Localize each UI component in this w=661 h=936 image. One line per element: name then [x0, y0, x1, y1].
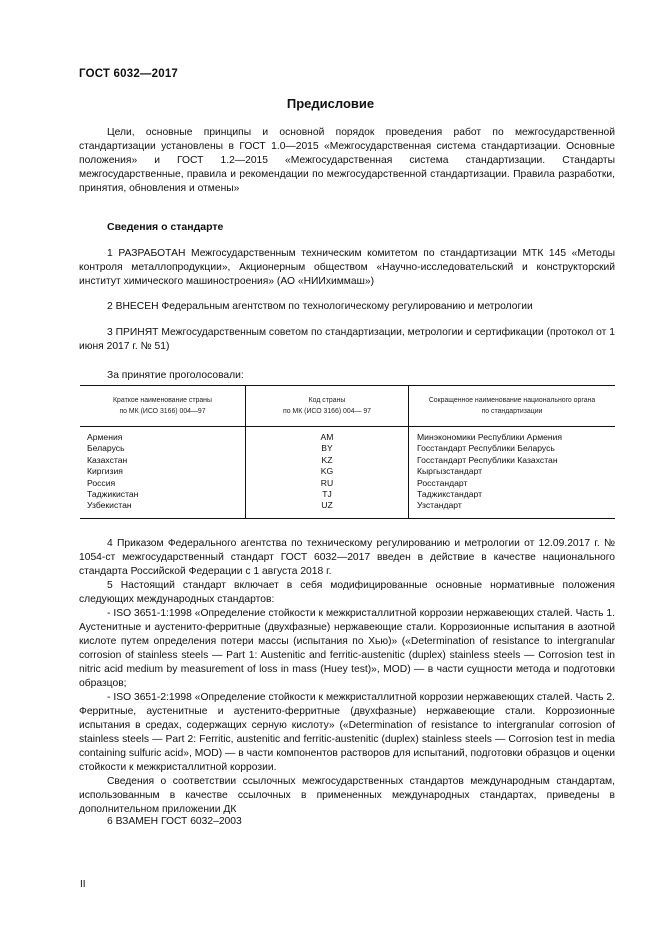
votes-intro-text: За принятие проголосовали:: [107, 370, 244, 381]
item-5-iso-1: - ISO 3651-1:1998 «Определение стойкости к межкристаллитной коррозии нержавеющих сталей. Часть 1. Аустенитные и аустенито-ферритные (двухфазные) нержавеющие стали. Коррозионные испытания в азотной кислоте путем определения потери массы (испытания по Хью)» («Determination of resistance to intergranular corrosion of stainless steels — Part 1: Austenitic and ferritic-austenitic (duplex) stainless steels — Corrosion test in nitric acid medium by measurement of loss in mass (Huey test)», MOD) — в части сущности метода и подготовки образцов;: [79, 608, 615, 689]
item-6-text: 6 ВЗАМЕН ГОСТ 6032–2003: [107, 816, 242, 827]
country-code: TJ: [322, 489, 332, 500]
country-name: Узбекистан: [87, 500, 132, 511]
country-code: KG: [320, 466, 334, 477]
item-5-refs: Сведения о соответствии ссылочных межгосударственных стандартов международным стандартам, использованным в качестве ссылочных в примененных международных стандартах, приведены в дополнительном приложении ДК: [79, 776, 615, 815]
table-body-row: [80, 427, 615, 519]
national-body: Госстандарт Республики Беларусь: [417, 443, 555, 454]
national-body: Росстандарт: [417, 477, 468, 488]
country-name: Армения: [87, 432, 123, 442]
header-national-body: Сокращенное наименование национального органа по стандартизации: [409, 386, 616, 427]
intro-paragraph: Цели, основные принципы и основной порядок проведения работ по межгосударственной стандартизации установлены в ГОСТ 1.0—2015 «Межгосударственная система стандартизации. Основные положения» и ГОСТ 1.2—2015 «Межгосударственная система стандартизации. Стандарты межгосударственные, правила и рекомендации по межгосударственной стандартизации. Правила разработки, принятия, обновления и отмены»: [79, 127, 615, 194]
country-names-cell: [80, 427, 246, 519]
country-code: KZ: [321, 454, 333, 465]
item-2: [79, 300, 615, 314]
votes-intro: [79, 369, 615, 383]
country-name: Беларусь: [87, 443, 125, 454]
table-header-row: [80, 386, 615, 427]
item-1-text: 1 РАЗРАБОТАН Межгосударственным техническим комитетом по стандартизации МТК 145 «Методы контроля металлопродукции», Акционерным обществом «Научно-исследовательский и конструкторский институт химического машиностроения» (АО «НИИхиммаш»): [79, 248, 615, 287]
page-title: Предисловие: [286, 96, 375, 111]
country-code: RU: [320, 477, 334, 488]
header-country-code: Код страны по МК (ИСО 3166) 004— 97: [246, 386, 409, 427]
document-header: ГОСТ 6032—2017: [79, 68, 179, 80]
country-code: BY: [321, 443, 333, 454]
country-codes-cell: [246, 427, 409, 519]
country-code: AM: [320, 432, 334, 442]
national-body: Кыргызстандарт: [417, 466, 483, 477]
items-4-5: [79, 537, 615, 817]
item-1: [79, 247, 615, 289]
country-name: Казахстан: [87, 454, 128, 465]
country-name: Россия: [87, 477, 116, 488]
national-bodies-cell: [409, 427, 616, 519]
votes-table: [80, 385, 615, 519]
section-heading: Сведения о стандарте: [107, 221, 224, 233]
item-2-text: 2 ВНЕСЕН Федеральным агентством по технологическому регулированию и метрологии: [107, 301, 533, 312]
item-3-text: 3 ПРИНЯТ Межгосударственным советом по стандартизации, метрологии и сертификации (протокол от 1 июня 2017 г. № 51): [79, 327, 615, 352]
item-4-text: 4 Приказом Федерального агентства по техническому регулированию и метрологии от 12.09.2017 г. № 1054-ст межгосударственный стандарт ГОСТ 6032—2017 введен в действие в качестве национального стандарта Российской Федерации с 1 августа 2018 г.: [79, 538, 615, 577]
header-country-name: Краткое наименование страны по МК (ИСО 3166) 004—97: [80, 386, 246, 427]
item-5-text: 5 Настоящий стандарт включает в себя модифицированные основные нормативные положения следующих международных стандартов:: [79, 580, 615, 605]
page-number: II: [80, 879, 86, 890]
national-body: Таджикстандарт: [417, 489, 483, 500]
country-name: Киргизия: [87, 466, 123, 477]
country-code: UZ: [321, 500, 333, 511]
item-6: [79, 815, 615, 829]
item-3: [79, 326, 615, 354]
country-name: Таджикистан: [87, 489, 139, 500]
national-body: Госстандарт Республики Казахстан: [417, 454, 558, 465]
item-5-iso-2: - ISO 3651-2:1998 «Определение стойкости к межкристаллитной коррозии нержавеющих сталей. Часть 2. Ферритные, аустенитные и аустенито-ферритные (двухфазные) нержавеющие стали. Коррозионные испытания в средах, содержащих серную кислоту» («Determination of resistance to intergranular corrosion of stainless steels — Part 2: Ferritic, austenitic and ferritic-austenitic (duplex) stainless steels — Corrosion test in media containing sulfuric acid», MOD) — в части компонентов растворов для испытаний, подготовки образцов и оценки стойкости к межкристаллитной коррозии.: [79, 692, 615, 773]
national-body: Узстандарт: [417, 500, 462, 511]
national-body: Минэкономики Республики Армения: [417, 432, 563, 442]
